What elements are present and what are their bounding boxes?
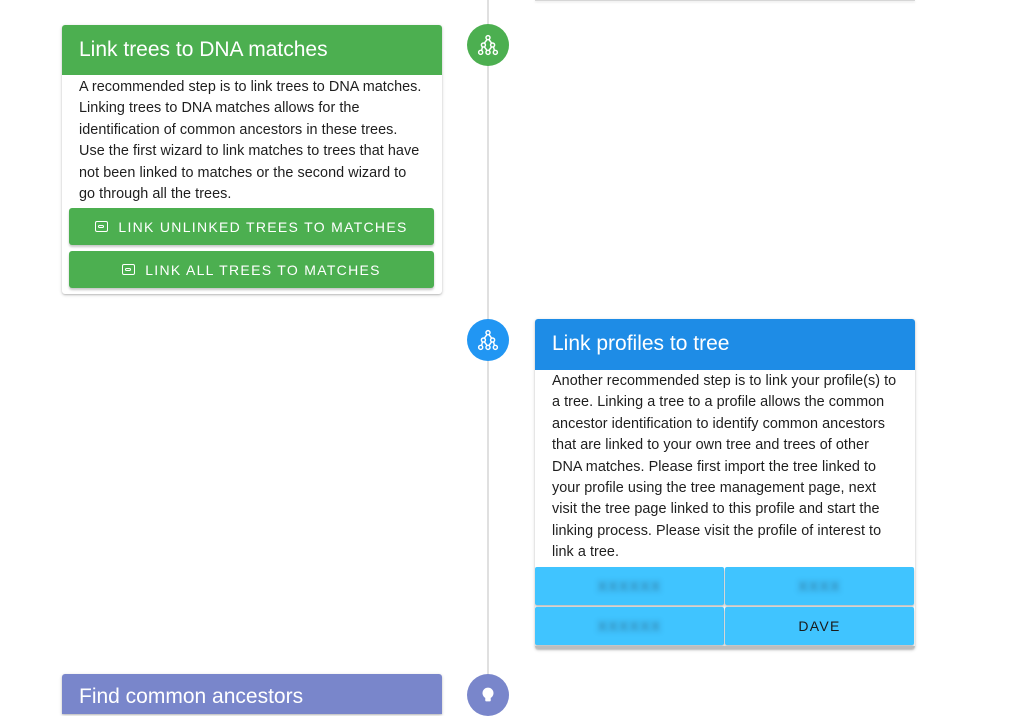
link-unlinked-trees-button-label: LINK UNLINKED TREES TO MATCHES (118, 218, 408, 235)
link-trees-card-text: A recommended step is to link trees to DNA matches. Linking trees to DNA matches allows for the identification of common ancestors in these trees. Use the first wizard to link matches to trees that have not been linked to matches or the second wizard to go through all the trees. (79, 79, 422, 203)
profile-button[interactable] (725, 567, 914, 605)
link-profiles-card (535, 319, 915, 649)
family-tree-icon (467, 319, 509, 361)
link-profiles-card-text: Another recommended step is to link your profile(s) to a tree. Linking a tree to a profile allows the common ancestor identification to identify common ancestors that are linked to your own tree and trees of other DNA matches. Please first import the tree linked to your profile using the tree management page, next visit the tree page linked to this profile and start the linking process. Please visit the profile of interest to link a tree. (552, 373, 897, 561)
profile-button-dave[interactable] (725, 607, 914, 645)
profile-button[interactable] (535, 607, 724, 645)
link-profiles-card-title: Link profiles to tree (535, 319, 915, 370)
profile-button-label: XXXXXX (597, 578, 662, 594)
profile-button-grid (535, 567, 915, 647)
find-ancestors-card-title: Find common ancestors (62, 674, 442, 714)
card-bottom-edge (535, 646, 915, 649)
profile-button-label: XXXXXX (597, 618, 662, 634)
previous-card-edge (535, 0, 915, 1)
profile-button-label: XXXX (798, 578, 841, 594)
lightbulb-icon (467, 674, 509, 716)
profile-button-label: DAVE (798, 618, 841, 634)
family-tree-icon (467, 24, 509, 66)
find-ancestors-card (62, 674, 442, 714)
link-unlinked-trees-button[interactable] (69, 208, 434, 245)
profile-button[interactable] (535, 567, 724, 605)
link-icon (95, 221, 108, 232)
link-trees-card-title: Link trees to DNA matches (62, 25, 442, 75)
link-all-trees-button-label: LINK ALL TREES TO MATCHES (145, 261, 381, 278)
link-trees-card (62, 25, 442, 294)
link-all-trees-button[interactable] (69, 251, 434, 288)
link-icon (122, 264, 135, 275)
